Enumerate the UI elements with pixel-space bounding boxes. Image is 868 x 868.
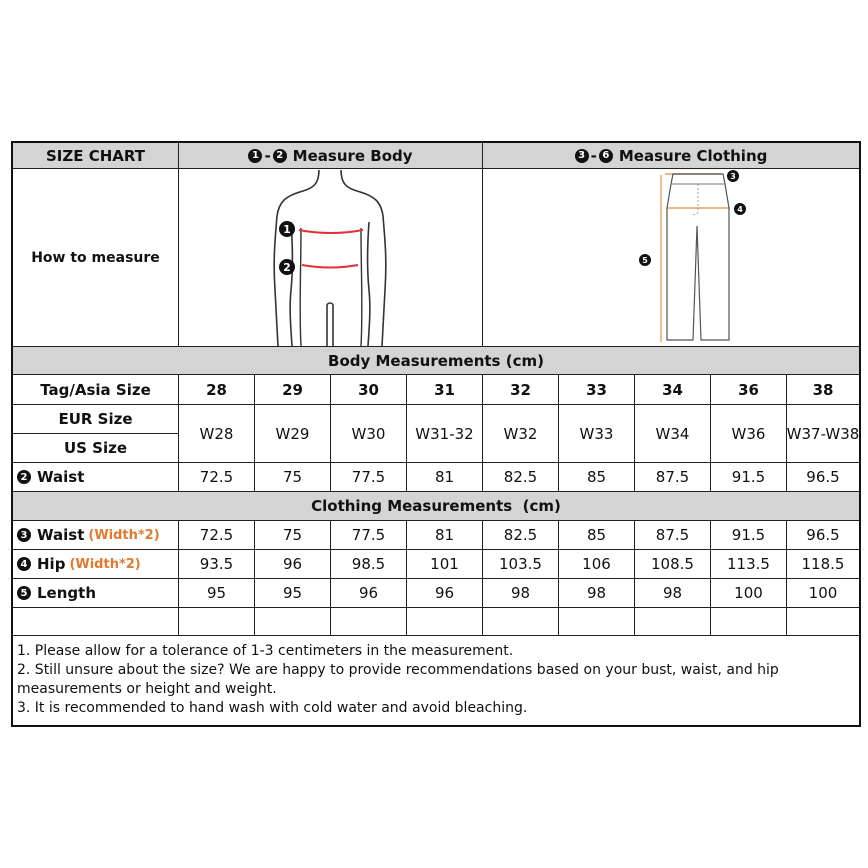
eur-us-size-cell-value: W36 — [731, 424, 766, 443]
marker-3-icon: 3 — [575, 149, 589, 163]
body-waist-cell-value: 81 — [434, 468, 455, 486]
clothing-value-cell — [255, 579, 331, 608]
clothing-value-cell-value: 96 — [434, 584, 455, 602]
empty-cell — [331, 608, 407, 636]
size-chart-table — [11, 141, 861, 727]
clothing-value-cell — [711, 550, 787, 579]
note-2: 2. Still unsure about the size? We are happy to provide recommendations based on your bust, waist, and hip measurements or height and weight. — [17, 662, 779, 697]
body-waist-cell — [483, 463, 559, 492]
body-waist-cell-value: 85 — [586, 468, 607, 486]
cloth-marker-5-icon: 5 — [642, 255, 648, 265]
clothing-value-cell — [179, 521, 255, 550]
marker-3-icon: 3 — [17, 528, 31, 542]
clothing-value-cell — [407, 579, 483, 608]
clothing-value-cell-value: 108.5 — [651, 555, 694, 573]
tag-size-label-cell — [13, 375, 179, 405]
eur-us-size-cell-value: W29 — [275, 424, 310, 443]
clothing-value-cell-value: 101 — [430, 555, 459, 573]
tag-size-cell-value: 32 — [510, 380, 531, 399]
clothing-value-cell-value: 93.5 — [199, 555, 234, 573]
waist-line — [302, 265, 358, 268]
us-size-label: US Size — [63, 439, 128, 457]
marker-6-icon: 6 — [599, 149, 613, 163]
body-waist-label-cell — [13, 463, 179, 492]
clothing-value-cell — [483, 521, 559, 550]
clothing-value-cell — [255, 550, 331, 579]
tag-size-cell — [559, 375, 635, 405]
clothing-value-cell-value: 81 — [434, 526, 455, 544]
clothing-measurements-title-cell — [13, 492, 859, 521]
clothing-value-cell — [559, 521, 635, 550]
body-waist-cell-value: 77.5 — [351, 468, 386, 486]
body-waist-cell — [635, 463, 711, 492]
how-to-measure-label: How to measure — [31, 249, 160, 266]
how-to-measure-cell — [13, 169, 179, 347]
eur-us-size-cell-value: W30 — [351, 424, 386, 443]
body-waist-cell-value: 82.5 — [503, 468, 538, 486]
marker-1-icon: 1 — [248, 149, 262, 163]
tag-size-cell — [711, 375, 787, 405]
clothing-value-cell — [635, 579, 711, 608]
body-waist-cell — [407, 463, 483, 492]
body-waist-cell-value: 91.5 — [731, 468, 766, 486]
eur-us-size-cell-value: W28 — [199, 424, 234, 443]
eur-us-size-cell-value: W37-W38 — [786, 424, 860, 443]
clothing-value-cell-value: 96 — [282, 555, 303, 573]
tag-size-cell — [635, 375, 711, 405]
body-waist-cell-value: 87.5 — [655, 468, 690, 486]
clothing-value-cell — [331, 521, 407, 550]
clothing-value-cell — [559, 550, 635, 579]
eur-us-size-cell-value: W33 — [579, 424, 614, 443]
tag-size-cell — [407, 375, 483, 405]
empty-cell — [179, 608, 255, 636]
body-measurements-title: Body Measurements (cm) — [328, 351, 544, 370]
empty-cell — [255, 608, 331, 636]
clothing-value-cell — [787, 579, 859, 608]
body-waist-cell — [711, 463, 787, 492]
clothing-value-cell-value: 98 — [586, 584, 607, 602]
clothing-diagram-cell — [483, 169, 859, 347]
clothing-row-label-cell — [13, 521, 179, 550]
marker-4-icon: 4 — [17, 557, 31, 571]
measure-clothing-header — [483, 143, 859, 169]
tag-size-cell-value: 30 — [358, 380, 379, 399]
body-waist-cell — [787, 463, 859, 492]
tag-size-label: Tag/Asia Size — [40, 380, 151, 399]
eur-size-label: EUR Size — [58, 410, 133, 428]
clothing-value-cell-value: 91.5 — [731, 526, 766, 544]
clothing-row-label-cell — [13, 579, 179, 608]
eur-us-size-cell — [255, 405, 331, 463]
tag-size-cell-value: 29 — [282, 380, 303, 399]
body-figure-illustration — [181, 170, 481, 346]
size-chart-title-cell — [13, 143, 179, 169]
clothing-value-cell-value: 96.5 — [806, 526, 840, 544]
body-waist-cell — [255, 463, 331, 492]
clothing-value-cell-value: 82.5 — [503, 526, 538, 544]
empty-cell — [635, 608, 711, 636]
cloth-marker-4-icon: 4 — [737, 204, 743, 214]
clothing-value-cell — [407, 521, 483, 550]
clothing-value-cell — [635, 521, 711, 550]
clothing-value-cell — [483, 550, 559, 579]
eur-us-size-cell — [331, 405, 407, 463]
range-separator: - — [264, 146, 271, 165]
eur-us-size-cell — [711, 405, 787, 463]
marker-2-icon: 2 — [273, 149, 287, 163]
clothing-value-cell — [255, 521, 331, 550]
eur-us-size-cell — [787, 405, 859, 463]
body-waist-cell — [331, 463, 407, 492]
tag-size-cell-value: 28 — [206, 380, 227, 399]
body-waist-label: Waist — [37, 468, 85, 486]
eur-us-size-cell-value: W32 — [503, 424, 538, 443]
chest-line — [299, 230, 363, 233]
body-waist-cell — [559, 463, 635, 492]
clothing-value-cell — [787, 521, 859, 550]
clothing-value-cell-value: 118.5 — [801, 555, 845, 573]
size-chart-title: SIZE CHART — [45, 146, 145, 165]
notes — [13, 636, 859, 725]
eur-us-size-cell — [407, 405, 483, 463]
tag-size-cell — [255, 375, 331, 405]
clothing-value-cell — [711, 521, 787, 550]
empty-cell — [483, 608, 559, 636]
clothing-value-cell-value: 98 — [510, 584, 531, 602]
empty-cell — [559, 608, 635, 636]
clothing-value-cell-value: 87.5 — [655, 526, 690, 544]
clothing-row-label-cell — [13, 550, 179, 579]
clothing-value-cell — [559, 579, 635, 608]
eur-us-size-cell — [559, 405, 635, 463]
clothing-row-label: Length — [37, 584, 96, 602]
clothing-value-cell — [787, 550, 859, 579]
clothing-measurements-title: Clothing Measurements (cm) — [311, 497, 561, 515]
tag-size-cell — [483, 375, 559, 405]
clothing-value-cell-value: 72.5 — [199, 526, 234, 544]
tag-size-cell — [787, 375, 859, 405]
clothing-value-cell — [407, 550, 483, 579]
pants-illustration — [485, 170, 857, 346]
tag-size-cell-value: 36 — [738, 380, 759, 399]
clothing-row-label: Waist — [37, 526, 85, 544]
clothing-value-cell-value: 96 — [358, 584, 379, 602]
eur-size-label-cell — [13, 405, 179, 434]
clothing-value-cell-value: 103.5 — [499, 555, 542, 573]
clothing-value-cell-value: 95 — [282, 584, 303, 602]
clothing-value-cell-value: 75 — [282, 526, 303, 544]
width-note: (Width*2) — [88, 527, 160, 543]
clothing-value-cell-value: 98 — [662, 584, 683, 602]
empty-cell — [407, 608, 483, 636]
clothing-value-cell-value: 106 — [582, 555, 611, 573]
eur-us-size-cell — [179, 405, 255, 463]
clothing-value-cell-value: 100 — [734, 584, 763, 602]
clothing-value-cell — [331, 579, 407, 608]
clothing-value-cell — [711, 579, 787, 608]
body-marker-1-icon: 1 — [282, 222, 291, 236]
eur-us-size-cell-value: W34 — [655, 424, 690, 443]
empty-cell — [711, 608, 787, 636]
tag-size-cell-value: 34 — [662, 380, 683, 399]
tag-size-cell — [331, 375, 407, 405]
clothing-value-cell-value: 113.5 — [727, 555, 770, 573]
eur-us-size-cell — [483, 405, 559, 463]
measure-body-label: Measure Body — [292, 146, 413, 165]
width-note: (Width*2) — [69, 556, 141, 572]
tag-size-cell-value: 31 — [434, 380, 455, 399]
empty-row-label-cell — [13, 608, 179, 636]
note-3: 3. It is recommended to hand wash with cold water and avoid bleaching. — [17, 700, 528, 716]
note-1: 1. Please allow for a tolerance of 1-3 centimeters in the measurement. — [17, 643, 514, 659]
clothing-value-cell — [635, 550, 711, 579]
empty-cell — [787, 608, 859, 636]
marker-5-icon: 5 — [17, 586, 31, 600]
clothing-row-label: Hip — [37, 555, 66, 573]
clothing-value-cell-value: 95 — [206, 584, 227, 602]
body-waist-cell — [179, 463, 255, 492]
clothing-value-cell-value: 85 — [586, 526, 607, 544]
marker-2-icon: 2 — [17, 470, 31, 484]
measure-clothing-label: Measure Clothing — [618, 146, 768, 165]
clothing-value-cell — [331, 550, 407, 579]
clothing-value-cell — [179, 579, 255, 608]
clothing-value-cell — [179, 550, 255, 579]
cloth-marker-3-icon: 3 — [730, 171, 736, 181]
clothing-value-cell-value: 77.5 — [351, 526, 386, 544]
body-waist-cell-value: 75 — [282, 468, 303, 486]
us-size-label-cell — [13, 434, 179, 463]
clothing-value-cell-value: 98.5 — [351, 555, 386, 573]
body-diagram-cell — [179, 169, 483, 347]
clothing-value-cell — [483, 579, 559, 608]
clothing-value-cell-value: 100 — [808, 584, 838, 602]
body-waist-cell-value: 72.5 — [199, 468, 234, 486]
tag-size-cell-value: 38 — [812, 380, 834, 399]
eur-us-size-cell — [635, 405, 711, 463]
tag-size-cell-value: 33 — [586, 380, 607, 399]
range-separator: - — [590, 146, 597, 165]
body-measurements-title-cell — [13, 347, 859, 375]
tag-size-cell — [179, 375, 255, 405]
body-waist-cell-value: 96.5 — [806, 468, 840, 486]
eur-us-size-cell-value: W31-32 — [415, 424, 474, 443]
measure-body-header — [179, 143, 483, 169]
body-marker-2-icon: 2 — [282, 260, 291, 274]
